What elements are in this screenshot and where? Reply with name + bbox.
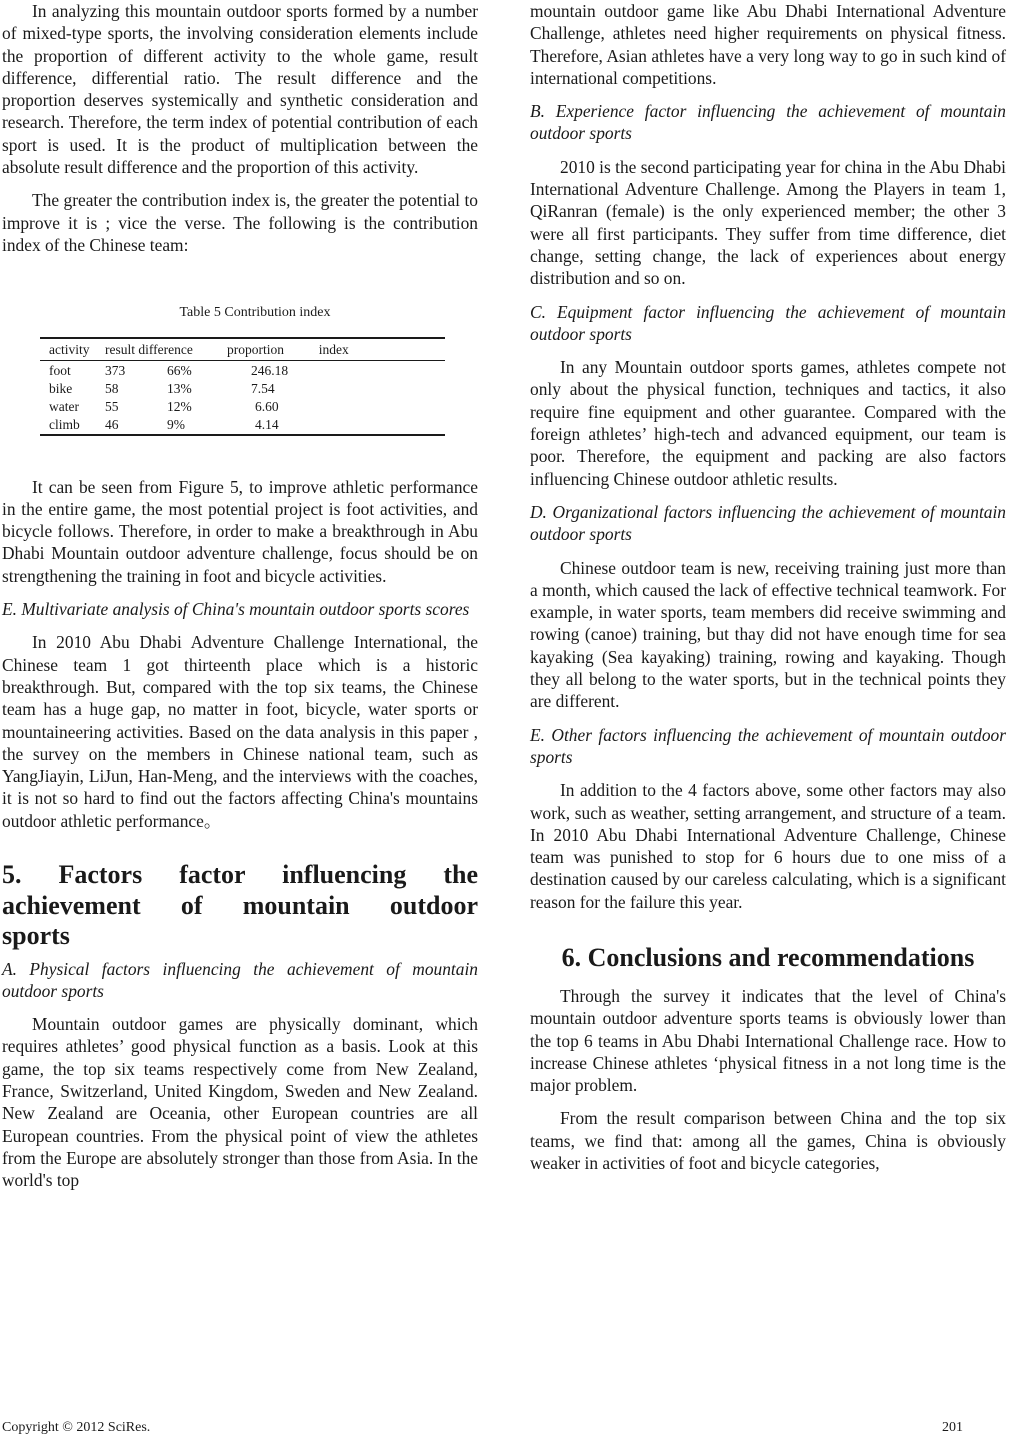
table-row	[40, 380, 445, 398]
contribution-table-block	[2, 302, 478, 435]
body-paragraph: Mountain outdoor games are physically dominant, which requires athletes’ good physical function as a basis. Look at this game, the top six teams respectively come from New Zealand, France, Switzerland, United Kingdom, Sweden and New Zealand. New Zealand are Oceania, other European countries are all European countries. From the physical point of view the athletes from the Europe are absolutely stronger than those from Asia. In the world's top	[2, 1014, 478, 1191]
left-column	[2, 0, 478, 1191]
body-paragraph: The greater the contribution index is, the greater the potential to improve it is ; vice the verse. The following is the contribution index of the Chinese team:	[2, 190, 478, 255]
subsection-heading: D. Organizational factors influencing the achievement of mountain outdoor sports	[530, 501, 1006, 545]
table-row	[40, 416, 445, 435]
table-cell: water	[49, 398, 79, 414]
body-paragraph: In addition to the 4 factors above, some other factors may also work, such as weather, setting arrangement, and structure of a team. In 2010 Abu Dhabi International Adventure Challenge, Chinese team was punished to stop for 6 hours due to one miss of a destination caused by our careless calculating, which is a significant reason for the failure this year.	[530, 780, 1006, 912]
subsection-heading: A. Physical factors influencing the achievement of mountain outdoor sports	[2, 958, 478, 1001]
table-cell: 7.54	[251, 380, 275, 396]
body-paragraph: In analyzing this mountain outdoor sports formed by a number of mixed-type sports, the involving consideration elements include the proportion of different activity to the whole game, result difference, differential ratio. The result difference and the proportion deserves systemically and synthetic consideration and research. Therefore, the term index of potential contribution of each sport is used. It is the product of multiplication between the absolute result difference and the proportion of this activity.	[2, 1, 478, 178]
page-number: 201	[942, 1420, 963, 1435]
subsection-heading: C. Equipment factor influencing the achievement of mountain outdoor sports	[530, 301, 1006, 344]
subsection-heading: B. Experience factor influencing the achievement of mountain outdoor sports	[530, 101, 1006, 144]
table-header-cell: result difference	[105, 341, 193, 357]
copyright-footer: Copyright © 2012 SciRes.	[2, 1420, 151, 1435]
section-heading	[2, 860, 478, 952]
table-cell: climb	[49, 416, 80, 432]
body-paragraph: Chinese outdoor team is new, receiving training just more than a month, which caused the lack of effective technical teamwork. For example, in water sports, team members did receive swimming and rowing (canoe) training, but thay did not have enough time for sea kayaking (Sea kayaking) training, rowing and kayaking. Though they all belong to the water sports, but in the technical points they are different.	[530, 557, 1006, 712]
subsection-heading: E. Other factors influencing the achievement of mountain outdoor sports	[530, 724, 1006, 767]
table-header-cell	[227, 338, 445, 361]
table-cell: 13%	[167, 380, 192, 396]
body-paragraph: In any Mountain outdoor sports games, athletes compete not only about the physical function, techniques and tactics, it also require fine equipment and other guarantee. Compared with the foreign athletes’ high-tech and advanced equipment, our team is poor. Therefore, the equipment and packing are also factors influencing Chinese outdoor athletic results.	[530, 357, 1006, 489]
table-cell: bike	[49, 380, 73, 396]
body-paragraph: In 2010 Abu Dhabi Adventure Challenge International, the Chinese team 1 got thirteenth place which is a historic breakthrough. But, compared with the top six teams, the Chinese team has a huge gap, no matter in foot, bicycle, water sports or mountaineering activities. Based on the data analysis in this paper , the survey on the members in Chinese national team, such as YangJiayin, LiJun, Han-Meng, and the interviews with the coaches, it is not so hard to find out the factors affecting China's mountains outdoor athletic performance。	[2, 632, 478, 831]
body-paragraph: 2010 is the second participating year for china in the Abu Dhabi International Adventure Challenge. Among the Players in team 1, QiRanran (female) is the only experienced member; the other 3 were all first participants. They suffer from time difference, diet change, setting change, the lack of experiences about energy distribution and so on.	[530, 156, 1006, 289]
body-paragraph: Through the survey it indicates that the level of China's mountain outdoor adventure sports teams is obviously lower than the top 6 teams in Abu Dhabi International Challenge race. How to increase Chinese athletes ‘physical fitness in a not long time is the major problem.	[530, 985, 1006, 1096]
table-header-cell: index	[318, 341, 349, 357]
contribution-index-table	[40, 337, 445, 436]
table-cell: 373	[105, 362, 126, 378]
table-cell: 58	[105, 380, 119, 396]
table-cell: 246.18	[251, 362, 289, 378]
table-cell: 6.60	[255, 398, 279, 414]
table-cell: 66%	[167, 362, 192, 378]
table-cell: 46	[105, 416, 119, 432]
table-row	[40, 360, 445, 380]
table-caption: Table 5 Contribution index	[179, 305, 331, 321]
right-column	[530, 0, 1006, 1174]
table-cell: 4.14	[255, 416, 279, 432]
table-cell: 55	[105, 398, 119, 414]
subsection-heading: E. Multivariate analysis of China's mountain outdoor sports scores	[2, 599, 470, 620]
table-cell: foot	[49, 362, 71, 378]
table-header-row	[40, 338, 445, 361]
table-row	[40, 398, 445, 416]
table-cell: 9%	[167, 416, 185, 432]
body-paragraph: From the result comparison between China and the top six teams, we find that: among all the games, China is obviously weaker in activities of foot and bicycle categories,	[530, 1108, 1006, 1174]
section-heading: 6. Conclusions and recommendations	[561, 942, 975, 972]
table-header-cell: proportion	[227, 341, 284, 357]
table-header-cell: activity	[49, 341, 90, 357]
table-cell: 12%	[167, 398, 192, 414]
body-paragraph: It can be seen from Figure 5, to improve athletic performance in the entire game, the most potential project is foot activities, and bicycle follows. Therefore, in order to make a breakthrough in Abu Dhabi Mountain outdoor adventure challenge, focus should be on strengthening the training in foot and bicycle activities.	[2, 476, 478, 586]
section-heading-text: 5. Factors factor influencing the achievement of mountain outdoor	[2, 860, 478, 920]
section-heading-text: sports	[2, 921, 70, 951]
body-paragraph: mountain outdoor game like Abu Dhabi International Adventure Challenge, athletes need higher requirements on physical fitness. Therefore, Asian athletes have a very long way to go in such kind of international competitions.	[530, 1, 1006, 88]
